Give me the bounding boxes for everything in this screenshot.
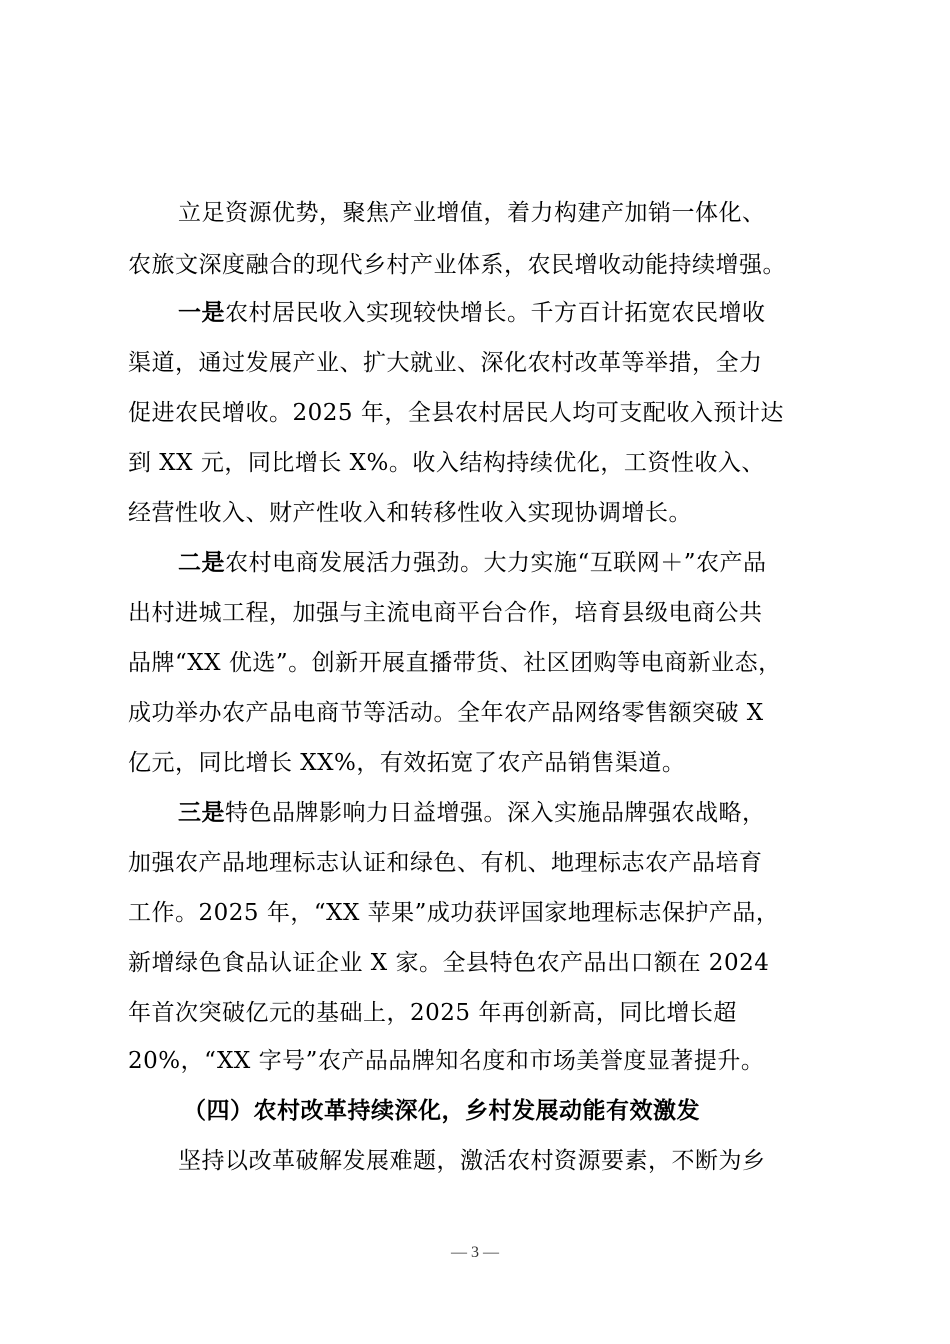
section1-line-1: 农村居民收入实现较快增长。千方百计拓宽农民增收 (225, 300, 766, 326)
section1-line-2: 渠道，通过发展产业、扩大就业、深化农村改革等举措，全力 (128, 350, 763, 376)
section2-line-2: 出村进城工程，加强与主流电商平台合作，培育县级电商公共 (128, 600, 763, 626)
section2-line-4: 成功举办农产品电商节等活动。全年农产品网络零售额突破 X (128, 700, 764, 726)
section4-heading: （四）农村改革持续深化，乡村发展动能有效激发 (183, 1098, 700, 1124)
intro-line-1: 立足资源优势，聚焦产业增值，着力构建产加销一体化、 (178, 200, 766, 226)
section4-line-1: 坚持以改革破解发展难题，激活农村资源要素，不断为乡 (178, 1148, 766, 1174)
intro-line-2: 农旅文深度融合的现代乡村产业体系，农民增收动能持续增强。 (128, 252, 786, 278)
section2-first-line (178, 548, 878, 578)
section1-line-4: 到 XX 元，同比增长 X%。收入结构持续优化，工资性收入、 (128, 450, 765, 476)
section3-line-1: 特色品牌影响力日益增强。深入实施品牌强农战略， (225, 800, 766, 826)
section3-line-2: 加强农产品地理标志认证和绿色、有机、地理标志农产品培育 (128, 850, 763, 876)
section3-line-6: 20%，“XX 字号”农产品品牌知名度和市场美誉度显著提升。 (128, 1048, 765, 1074)
section1-line-3: 促进农民增收。2025 年，全县农村居民人均可支配收入预计达 (128, 400, 784, 426)
section2-lead: 二是 (178, 550, 225, 576)
section3-line-5: 年首次突破亿元的基础上，2025 年再创新高，同比增长超 (128, 1000, 737, 1026)
section2-line-5: 亿元，同比增长 XX%，有效拓宽了农产品销售渠道。 (128, 750, 686, 776)
section3-line-3: 工作。2025 年，“XX 苹果”成功获评国家地理标志保护产品， (128, 900, 780, 926)
section2-line-1: 农村电商发展活力强劲。大力实施“互联网＋”农产品 (225, 550, 767, 576)
section2-line-3: 品牌“XX 优选”。创新开展直播带货、社区团购等电商新业态， (128, 650, 782, 676)
section1-line-5: 经营性收入、财产性收入和转移性收入实现协调增长。 (128, 500, 692, 526)
section1-first-line (178, 298, 878, 328)
section3-first-line (178, 798, 878, 828)
section3-lead: 三是 (178, 800, 225, 826)
section3-line-4: 新增绿色食品认证企业 X 家。全县特色农产品出口额在 2024 (128, 950, 770, 976)
section1-lead: 一是 (178, 300, 225, 326)
page-number: — 3 — (451, 1244, 499, 1261)
